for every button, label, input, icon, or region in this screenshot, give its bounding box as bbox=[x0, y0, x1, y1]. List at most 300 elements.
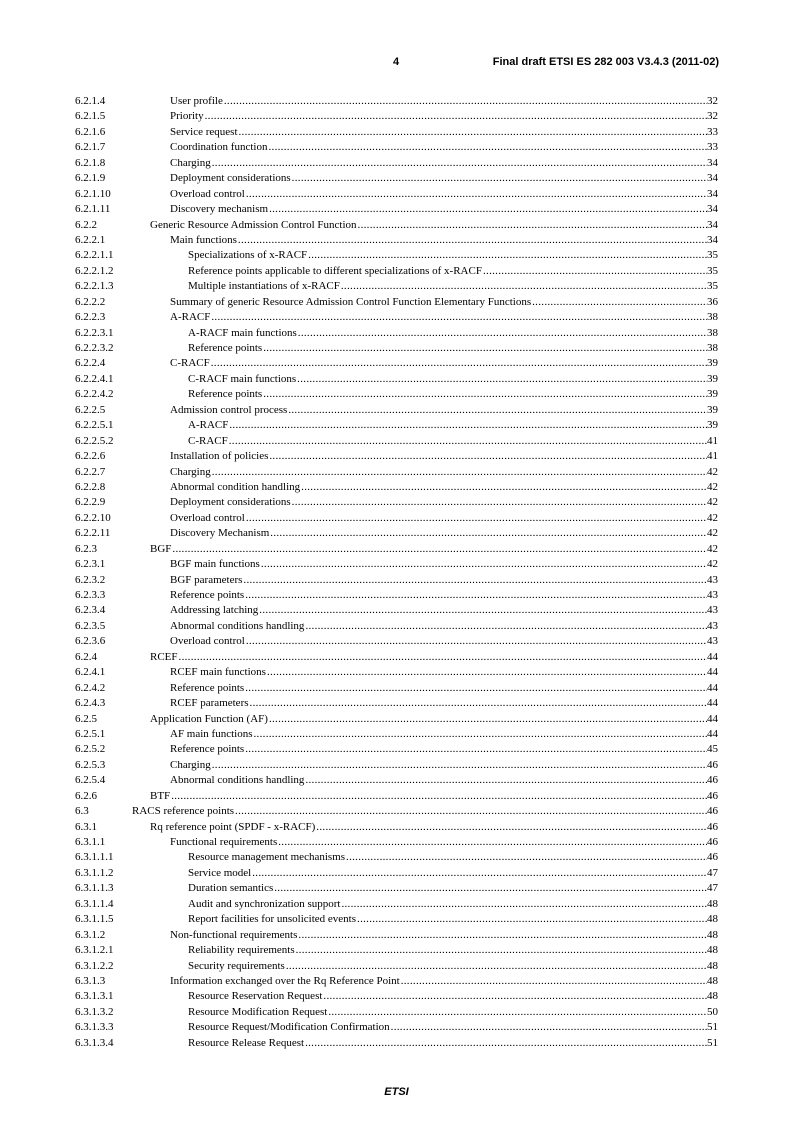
toc-entry[interactable] bbox=[75, 526, 718, 541]
toc-section-number: 6.2.1.7 bbox=[75, 141, 106, 154]
toc-entry-line bbox=[188, 1036, 718, 1051]
toc-entry[interactable] bbox=[75, 403, 718, 418]
toc-entry[interactable] bbox=[75, 187, 718, 202]
toc-entry[interactable] bbox=[75, 171, 718, 186]
toc-dot-leader bbox=[234, 804, 707, 819]
toc-page-number: 34 bbox=[707, 218, 718, 231]
toc-page-number: 34 bbox=[707, 172, 718, 185]
toc-section-number: 6.2.2 bbox=[75, 218, 97, 231]
toc-dot-leader bbox=[242, 573, 707, 588]
toc-entry[interactable] bbox=[75, 140, 718, 155]
toc-title: RACS reference points bbox=[132, 805, 235, 818]
toc-entry[interactable] bbox=[75, 665, 718, 680]
toc-entry-line bbox=[188, 866, 718, 881]
toc-entry[interactable] bbox=[75, 650, 718, 665]
toc-dot-leader bbox=[211, 758, 707, 773]
toc-entry-line bbox=[170, 295, 718, 310]
toc-section-number: 6.2.3 bbox=[75, 542, 97, 555]
toc-section-number: 6.2.2.5 bbox=[75, 403, 106, 416]
toc-entry[interactable] bbox=[75, 634, 718, 649]
toc-entry[interactable] bbox=[75, 974, 718, 989]
toc-dot-leader bbox=[345, 850, 707, 865]
toc-entry[interactable] bbox=[75, 449, 718, 464]
toc-title: Reference points applicable to different specializations of x-RACF bbox=[188, 264, 482, 277]
toc-entry[interactable] bbox=[75, 727, 718, 742]
toc-page-number: 39 bbox=[707, 372, 718, 385]
toc-entry-line bbox=[188, 372, 718, 387]
toc-dot-leader bbox=[390, 1020, 707, 1035]
toc-title: Discovery mechanism bbox=[170, 203, 269, 216]
toc-title: Resource management mechanisms bbox=[188, 851, 346, 864]
toc-title: Overload control bbox=[170, 635, 245, 648]
toc-entry-line bbox=[188, 989, 718, 1004]
toc-page-number: 34 bbox=[707, 187, 718, 200]
toc-entry[interactable] bbox=[75, 881, 718, 896]
toc-title: Reliability requirements bbox=[188, 944, 295, 957]
toc-page-number: 33 bbox=[707, 141, 718, 154]
toc-section-number: 6.3.1.1.5 bbox=[75, 913, 114, 926]
toc-entry[interactable] bbox=[75, 295, 718, 310]
toc-page-number: 38 bbox=[707, 342, 718, 354]
toc-title: Discovery Mechanism bbox=[170, 527, 270, 540]
toc-title: Resource Reservation Request bbox=[188, 990, 323, 1003]
toc-entry-line bbox=[188, 387, 718, 402]
toc-dot-leader bbox=[228, 434, 707, 449]
toc-entry-line bbox=[188, 248, 718, 263]
toc-page-number: 46 bbox=[707, 820, 718, 833]
toc-entry[interactable] bbox=[75, 387, 718, 402]
toc-title: Generic Resource Admission Control Function bbox=[150, 218, 357, 231]
toc-section-number: 6.2.3.4 bbox=[75, 604, 106, 617]
toc-title: RCEF parameters bbox=[170, 697, 249, 710]
toc-title: A-RACF bbox=[170, 311, 211, 324]
toc-page-number: 42 bbox=[707, 511, 718, 524]
toc-entry-line bbox=[170, 171, 718, 186]
toc-title: Information exchanged over the Rq Reference Point bbox=[170, 974, 400, 987]
toc-title: Charging bbox=[170, 465, 211, 478]
toc-entry[interactable] bbox=[75, 1020, 718, 1035]
toc-page-number: 44 bbox=[707, 727, 718, 740]
toc-entry-line bbox=[188, 418, 718, 433]
toc-title: BGF bbox=[150, 542, 172, 555]
toc-entry[interactable] bbox=[75, 341, 718, 356]
toc-title: C-RACF main functions bbox=[188, 372, 297, 385]
toc-entry[interactable] bbox=[75, 603, 718, 618]
toc-section-number: 6.3.1.3.3 bbox=[75, 1021, 114, 1034]
toc-entry[interactable] bbox=[75, 1036, 718, 1051]
toc-dot-leader bbox=[315, 820, 707, 835]
toc-entry-line bbox=[188, 264, 718, 279]
toc-dot-leader bbox=[244, 588, 707, 603]
toc-dot-leader bbox=[357, 218, 707, 233]
toc-entry-line bbox=[188, 897, 718, 912]
toc-entry[interactable] bbox=[75, 712, 718, 727]
toc-entry-line bbox=[150, 789, 718, 804]
toc-title: Rq reference point (SPDF - x-RACF) bbox=[150, 820, 316, 833]
toc-entry-line bbox=[170, 603, 718, 618]
toc-entry-line bbox=[170, 465, 718, 480]
toc-page-number: 34 bbox=[707, 156, 718, 169]
toc-title: Deployment considerations bbox=[170, 496, 291, 509]
toc-entry-line bbox=[170, 202, 718, 217]
toc-section-number: 6.3.1.1.2 bbox=[75, 866, 114, 879]
toc-dot-leader bbox=[277, 835, 707, 850]
toc-entry-line bbox=[170, 125, 718, 140]
toc-entry[interactable] bbox=[75, 820, 718, 835]
toc-section-number: 6.3.1.3.1 bbox=[75, 990, 114, 1003]
toc-entry[interactable] bbox=[75, 804, 718, 819]
toc-section-number: 6.2.3.5 bbox=[75, 619, 106, 632]
toc-section-number: 6.2.1.11 bbox=[75, 203, 111, 216]
toc-title: Overload control bbox=[170, 187, 245, 200]
toc-title: Audit and synchronization support bbox=[188, 897, 341, 910]
toc-page-number: 46 bbox=[707, 851, 718, 864]
document-title: Final draft ETSI ES 282 003 V3.4.3 (2011-02) bbox=[492, 56, 719, 68]
toc-dot-leader bbox=[291, 495, 707, 510]
toc-entry[interactable] bbox=[75, 897, 718, 912]
toc-title: Reference points bbox=[170, 681, 245, 694]
toc-section-number: 6.3.1.2.2 bbox=[75, 959, 114, 972]
toc-entry-line bbox=[170, 187, 718, 202]
toc-title: User profile bbox=[170, 95, 223, 107]
toc-dot-leader bbox=[211, 465, 707, 480]
toc-entry-line bbox=[170, 573, 718, 588]
toc-entry[interactable] bbox=[75, 233, 718, 248]
toc-entry[interactable] bbox=[75, 94, 718, 109]
toc-section-number: 6.2.2.8 bbox=[75, 480, 106, 493]
toc-entry-line bbox=[170, 665, 718, 680]
toc-dot-leader bbox=[327, 1005, 707, 1020]
toc-section-number: 6.2.1.5 bbox=[75, 110, 106, 123]
toc-entry[interactable] bbox=[75, 588, 718, 603]
toc-page-number: 48 bbox=[707, 959, 718, 972]
toc-dot-leader bbox=[269, 526, 707, 541]
toc-section-number: 6.3.1.1.1 bbox=[75, 851, 114, 864]
toc-page-number: 51 bbox=[707, 1021, 718, 1034]
toc-entry[interactable] bbox=[75, 264, 718, 279]
toc-page-number: 48 bbox=[707, 897, 718, 910]
toc-page-number: 39 bbox=[707, 357, 718, 370]
toc-dot-leader bbox=[249, 696, 707, 711]
toc-title: Admission control process bbox=[170, 403, 288, 416]
toc-title: Reference points bbox=[188, 388, 263, 401]
toc-entry-line bbox=[170, 619, 718, 634]
toc-page-number: 51 bbox=[707, 1036, 718, 1049]
toc-entry[interactable] bbox=[75, 557, 718, 572]
toc-page-number: 39 bbox=[707, 403, 718, 416]
toc-title: AF main functions bbox=[170, 727, 253, 740]
toc-entry-line bbox=[170, 727, 718, 742]
toc-entry[interactable] bbox=[75, 835, 718, 850]
toc-page-number: 46 bbox=[707, 789, 718, 802]
toc-entry[interactable] bbox=[75, 850, 718, 865]
toc-entry-line bbox=[170, 588, 718, 603]
toc-section-number: 6.2.1.9 bbox=[75, 172, 106, 185]
toc-entry[interactable] bbox=[75, 218, 718, 233]
toc-dot-leader bbox=[285, 959, 707, 974]
toc-section-number: 6.3.1.2.1 bbox=[75, 944, 114, 957]
toc-entry[interactable] bbox=[75, 696, 718, 711]
toc-page-number: 34 bbox=[707, 233, 718, 246]
toc-dot-leader bbox=[244, 681, 707, 696]
toc-section-number: 6.3.1.1.3 bbox=[75, 882, 114, 895]
toc-entry[interactable] bbox=[75, 310, 718, 325]
toc-section-number: 6.2.2.1.3 bbox=[75, 280, 114, 293]
toc-title: Deployment considerations bbox=[170, 172, 291, 185]
toc-section-number: 6.2.2.4.2 bbox=[75, 388, 114, 401]
toc-entry-line bbox=[132, 804, 718, 819]
toc-entry-line bbox=[170, 511, 718, 526]
toc-page-number: 46 bbox=[707, 758, 718, 771]
toc-section-number: 6.2.2.1.1 bbox=[75, 249, 114, 262]
toc-entry-line bbox=[188, 326, 718, 341]
toc-title: Priority bbox=[170, 110, 204, 123]
toc-section-number: 6.2.6 bbox=[75, 789, 97, 802]
toc-section-number: 6.2.5.1 bbox=[75, 727, 106, 740]
toc-page-number: 44 bbox=[707, 681, 718, 694]
toc-entry[interactable] bbox=[75, 434, 718, 449]
toc-page-number: 48 bbox=[707, 974, 718, 987]
toc-entry[interactable] bbox=[75, 619, 718, 634]
toc-section-number: 6.3.1.3 bbox=[75, 974, 106, 987]
toc-entry[interactable] bbox=[75, 495, 718, 510]
toc-dot-leader bbox=[273, 881, 707, 896]
toc-title: Addressing latching bbox=[170, 604, 259, 617]
toc-section-number: 6.2.3.6 bbox=[75, 635, 106, 648]
toc-entry-line bbox=[170, 634, 718, 649]
toc-dot-leader bbox=[322, 989, 707, 1004]
toc-entry[interactable] bbox=[75, 989, 718, 1004]
toc-page-number: 39 bbox=[707, 419, 718, 432]
toc-entry-line bbox=[170, 403, 718, 418]
toc-entry-line bbox=[188, 434, 718, 449]
toc-entry-line bbox=[170, 449, 718, 464]
toc-title: Coordination function bbox=[170, 141, 268, 154]
toc-entry[interactable] bbox=[75, 959, 718, 974]
toc-section-number: 6.2.3.2 bbox=[75, 573, 106, 586]
toc-page-number: 35 bbox=[707, 264, 718, 277]
toc-dot-leader bbox=[304, 619, 707, 634]
toc-title: A-RACF bbox=[188, 419, 229, 432]
toc-entry[interactable] bbox=[75, 681, 718, 696]
toc-dot-leader bbox=[258, 603, 707, 618]
toc-title: RCEF main functions bbox=[170, 666, 266, 679]
toc-section-number: 6.2.2.10 bbox=[75, 511, 111, 524]
page-number: 4 bbox=[393, 56, 400, 68]
toc-title: Installation of policies bbox=[170, 450, 269, 463]
toc-page-number: 48 bbox=[707, 913, 718, 926]
toc-section-number: 6.2.5.2 bbox=[75, 743, 106, 756]
toc-page-number: 46 bbox=[707, 836, 718, 848]
toc-title: Non-functional requirements bbox=[170, 928, 298, 941]
toc-dot-leader bbox=[237, 233, 707, 248]
toc-entry-line bbox=[150, 542, 718, 557]
toc-title: Charging bbox=[170, 156, 211, 169]
toc-section-number: 6.2.3.3 bbox=[75, 589, 106, 601]
toc-dot-leader bbox=[297, 928, 707, 943]
toc-dot-leader bbox=[531, 295, 707, 310]
toc-page-number: 42 bbox=[707, 496, 718, 509]
toc-entry-line bbox=[188, 279, 718, 294]
toc-entry[interactable] bbox=[75, 279, 718, 294]
toc-dot-leader bbox=[245, 511, 707, 526]
toc-page-number: 44 bbox=[707, 666, 718, 679]
toc-entry-line bbox=[150, 712, 718, 727]
toc-dot-leader bbox=[244, 742, 707, 757]
toc-entry[interactable] bbox=[75, 372, 718, 387]
toc-page-number: 44 bbox=[707, 650, 718, 663]
toc-title: A-RACF main functions bbox=[188, 326, 297, 339]
toc-dot-leader bbox=[253, 727, 708, 742]
toc-entry[interactable] bbox=[75, 1005, 718, 1020]
toc-entry-line bbox=[170, 773, 718, 788]
toc-entry-line bbox=[188, 881, 718, 896]
toc-section-number: 6.2.1.10 bbox=[75, 187, 111, 200]
toc-entry[interactable] bbox=[75, 156, 718, 171]
toc-entry-line bbox=[150, 218, 718, 233]
toc-page-number: 43 bbox=[707, 604, 718, 617]
toc-dot-leader bbox=[268, 202, 707, 217]
toc-entry[interactable] bbox=[75, 573, 718, 588]
toc-section-number: 6.3.1.1.4 bbox=[75, 897, 114, 910]
toc-section-number: 6.2.2.4.1 bbox=[75, 372, 114, 385]
toc-page-number: 36 bbox=[707, 295, 718, 308]
toc-title: Service request bbox=[170, 125, 238, 138]
toc-dot-leader bbox=[170, 789, 707, 804]
toc-entry-line bbox=[188, 341, 718, 356]
toc-entry[interactable] bbox=[75, 465, 718, 480]
toc-entry-line bbox=[188, 959, 718, 974]
toc-title: BTF bbox=[150, 789, 171, 802]
toc-title: Abnormal condition handling bbox=[170, 480, 301, 493]
toc-dot-leader bbox=[304, 773, 707, 788]
toc-section-number: 6.3.1.3.2 bbox=[75, 1005, 114, 1018]
toc-page-number: 41 bbox=[707, 450, 718, 463]
toc-entry[interactable] bbox=[75, 418, 718, 433]
toc-page-number: 39 bbox=[707, 388, 718, 401]
toc-page-number: 48 bbox=[707, 928, 718, 941]
toc-title: BGF parameters bbox=[170, 573, 243, 586]
toc-entry[interactable] bbox=[75, 248, 718, 263]
toc-section-number: 6.2.1.6 bbox=[75, 125, 106, 138]
toc-entry-line bbox=[170, 356, 718, 371]
toc-title: Resource Request/Modification Confirmation bbox=[188, 1021, 390, 1034]
toc-entry[interactable] bbox=[75, 542, 718, 557]
toc-entry[interactable] bbox=[75, 109, 718, 124]
toc-entry[interactable] bbox=[75, 202, 718, 217]
toc-dot-leader bbox=[297, 326, 707, 341]
toc-dot-leader bbox=[296, 372, 707, 387]
toc-dot-leader bbox=[204, 109, 707, 124]
toc-title: Summary of generic Resource Admission Control Function Elementary Functions bbox=[170, 295, 532, 308]
toc-entry-line bbox=[188, 943, 718, 958]
toc-dot-leader bbox=[245, 187, 707, 202]
toc-title: C-RACF bbox=[188, 434, 228, 447]
toc-section-number: 6.2.5.3 bbox=[75, 758, 106, 771]
toc-dot-leader bbox=[400, 974, 707, 989]
toc-entry-line bbox=[170, 557, 718, 572]
footer-etsi: ETSI bbox=[384, 1086, 409, 1098]
toc-title: Security requirements bbox=[188, 959, 285, 972]
toc-section-number: 6.2.5.4 bbox=[75, 774, 106, 787]
toc-entry[interactable] bbox=[75, 943, 718, 958]
toc-title: Service model bbox=[188, 866, 252, 879]
toc-entry[interactable] bbox=[75, 125, 718, 140]
toc-section-number: 6.2.2.3.1 bbox=[75, 326, 114, 339]
toc-entry-line bbox=[170, 310, 718, 325]
toc-entry-line bbox=[170, 974, 718, 989]
toc-page-number: 38 bbox=[707, 326, 718, 339]
toc-title: Reference points bbox=[170, 589, 245, 601]
toc-dot-leader bbox=[178, 650, 707, 665]
toc-section-number: 6.2.1.4 bbox=[75, 95, 106, 107]
toc-title: RCEF bbox=[150, 650, 178, 663]
toc-dot-leader bbox=[356, 912, 707, 927]
toc-dot-leader bbox=[300, 480, 707, 495]
toc-dot-leader bbox=[245, 634, 707, 649]
toc-entry-line bbox=[188, 850, 718, 865]
toc-dot-leader bbox=[262, 341, 707, 356]
toc-section-number: 6.3.1.1 bbox=[75, 836, 106, 848]
toc-dot-leader bbox=[304, 1036, 707, 1051]
toc-entry-line bbox=[170, 696, 718, 711]
toc-page-number: 45 bbox=[707, 743, 718, 756]
toc-entry-line bbox=[170, 140, 718, 155]
toc-entry-line bbox=[150, 820, 718, 835]
toc-title: Reference points bbox=[188, 342, 263, 354]
toc-section-number: 6.2.2.4 bbox=[75, 357, 106, 370]
toc-entry-line bbox=[170, 835, 718, 850]
toc-section-number: 6.3.1.2 bbox=[75, 928, 106, 941]
toc-page-number: 47 bbox=[707, 866, 718, 879]
toc-entry[interactable] bbox=[75, 480, 718, 495]
toc-entry-line bbox=[170, 526, 718, 541]
page-header bbox=[0, 56, 793, 72]
toc-dot-leader bbox=[223, 94, 707, 109]
toc-section-number: 6.2.2.11 bbox=[75, 527, 111, 540]
toc-entry[interactable] bbox=[75, 912, 718, 927]
toc-title: Multiple instantiations of x-RACF bbox=[188, 280, 340, 293]
toc-dot-leader bbox=[268, 712, 707, 727]
toc-entry[interactable] bbox=[75, 511, 718, 526]
toc-page-number: 46 bbox=[707, 805, 718, 818]
toc-entry-line bbox=[150, 650, 718, 665]
toc-entry[interactable] bbox=[75, 356, 718, 371]
toc-entry[interactable] bbox=[75, 742, 718, 757]
toc-dot-leader bbox=[171, 542, 707, 557]
table-of-contents bbox=[75, 94, 718, 1051]
toc-entry[interactable] bbox=[75, 866, 718, 881]
toc-section-number: 6.2.2.5.2 bbox=[75, 434, 114, 447]
toc-title: Specializations of x-RACF bbox=[188, 249, 308, 262]
toc-page-number: 50 bbox=[707, 1005, 718, 1018]
toc-dot-leader bbox=[287, 403, 707, 418]
toc-entry[interactable] bbox=[75, 758, 718, 773]
toc-entry-line bbox=[170, 681, 718, 696]
toc-entry[interactable] bbox=[75, 789, 718, 804]
toc-entry[interactable] bbox=[75, 928, 718, 943]
toc-dot-leader bbox=[210, 356, 707, 371]
toc-dot-leader bbox=[251, 866, 707, 881]
toc-entry[interactable] bbox=[75, 773, 718, 788]
toc-dot-leader bbox=[340, 897, 707, 912]
toc-entry[interactable] bbox=[75, 326, 718, 341]
toc-page-number: 42 bbox=[707, 480, 718, 493]
toc-page-number: 32 bbox=[707, 110, 718, 123]
toc-page-number: 38 bbox=[707, 311, 718, 324]
toc-title: Resource Release Request bbox=[188, 1036, 305, 1049]
toc-section-number: 6.2.1.8 bbox=[75, 156, 106, 169]
